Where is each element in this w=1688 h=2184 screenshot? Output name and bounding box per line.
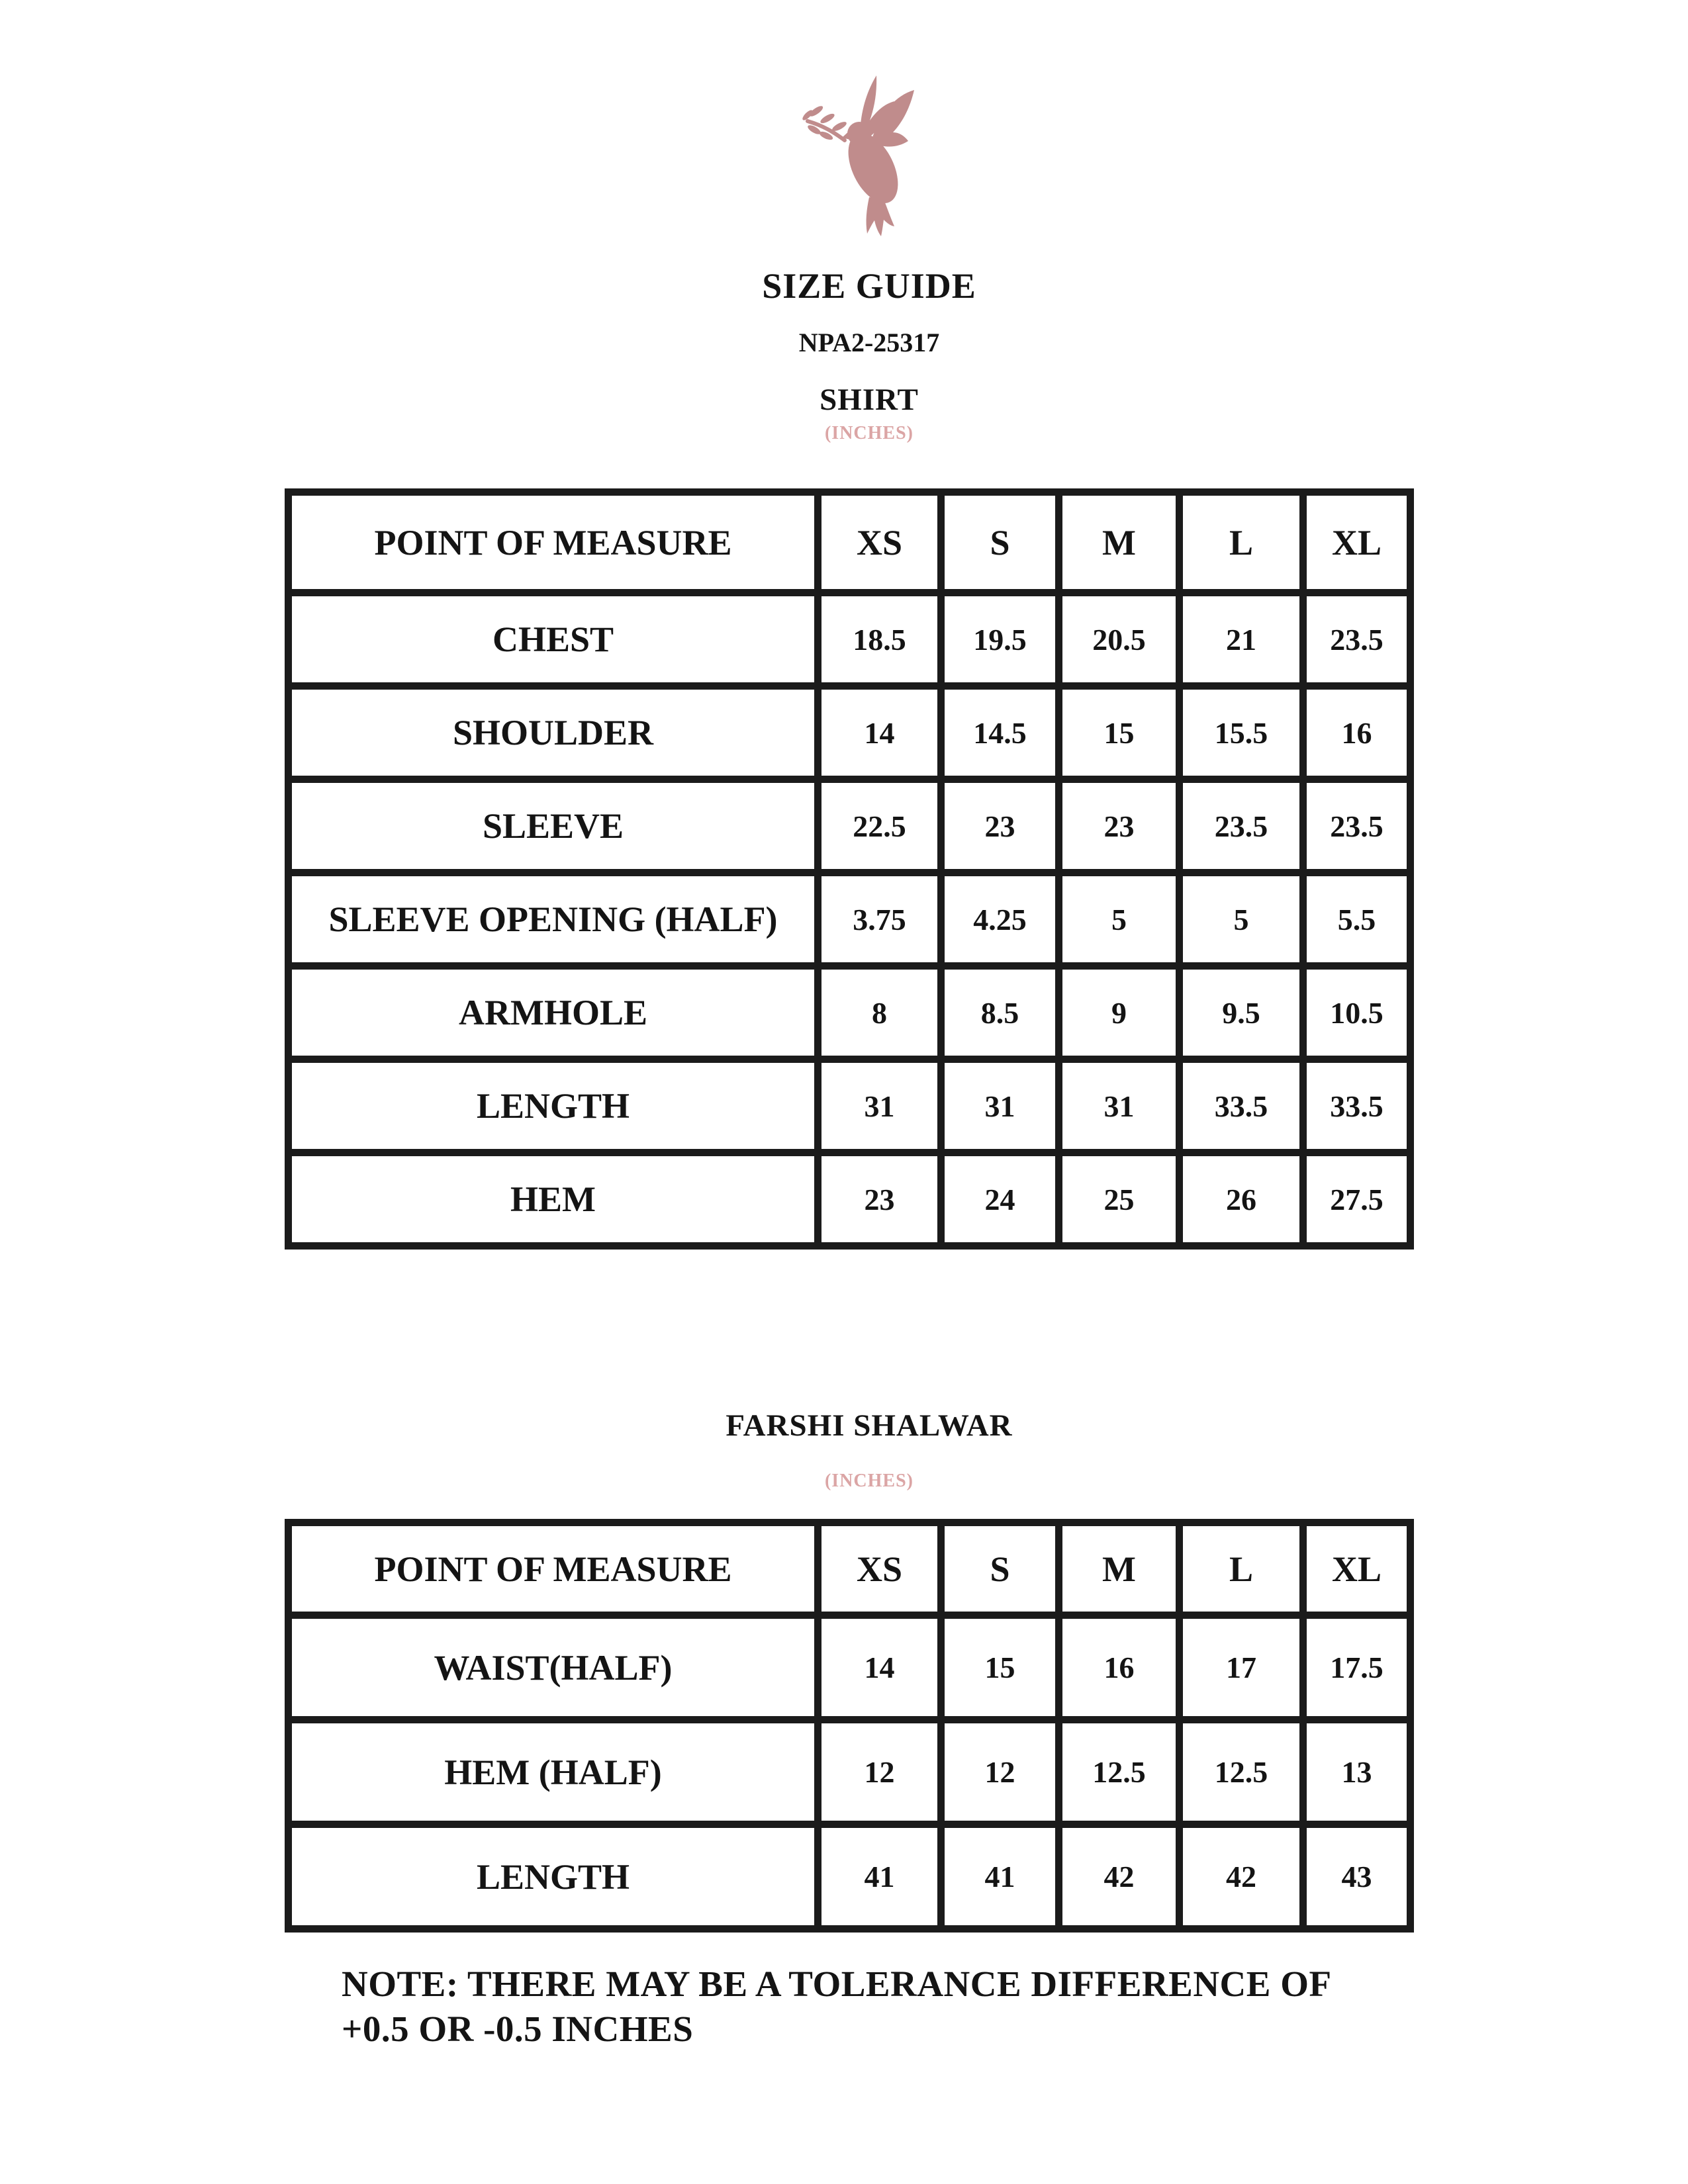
column-header-xl: XL — [1303, 492, 1411, 593]
size-value: 12.5 — [1059, 1720, 1180, 1825]
size-value: 18.5 — [818, 593, 941, 686]
size-value: 14 — [818, 686, 941, 780]
size-value: 23.5 — [1303, 593, 1411, 686]
column-header-xs: XS — [818, 492, 941, 593]
measure-label: WAIST(HALF) — [289, 1615, 818, 1720]
product-code: NPA2-25317 — [798, 328, 940, 357]
size-value: 9 — [1059, 966, 1180, 1060]
measure-label: SLEEVE OPENING (HALF) — [289, 873, 818, 966]
size-value: 31 — [941, 1060, 1059, 1153]
shalwar-unit-label: (INCHES) — [824, 1471, 914, 1491]
size-value: 5 — [1059, 873, 1180, 966]
column-header-s: S — [941, 492, 1059, 593]
size-value: 24 — [941, 1153, 1059, 1246]
size-value: 10.5 — [1303, 966, 1411, 1060]
size-value: 9.5 — [1180, 966, 1303, 1060]
size-value: 16 — [1303, 686, 1411, 780]
shirt-unit-label: (INCHES) — [824, 423, 914, 443]
measure-label: HEM (HALF) — [289, 1720, 818, 1825]
size-value: 5.5 — [1303, 873, 1411, 966]
table-row-hem — [289, 1153, 1411, 1246]
size-value: 31 — [818, 1060, 941, 1153]
shalwar-section-heading: FARSHI SHALWAR — [726, 1408, 1013, 1443]
size-value: 42 — [1180, 1825, 1303, 1929]
size-value: 23 — [1059, 780, 1180, 873]
size-value: 23 — [818, 1153, 941, 1246]
size-value: 8.5 — [941, 966, 1059, 1060]
size-value: 14 — [818, 1615, 941, 1720]
size-value: 22.5 — [818, 780, 941, 873]
measure-label: SHOULDER — [289, 686, 818, 780]
table-row-hem-half — [289, 1720, 1411, 1825]
size-value: 41 — [941, 1825, 1059, 1929]
tolerance-note-line-1: NOTE: THERE MAY BE A TOLERANCE DIFFERENCE OF — [342, 1964, 1332, 2004]
size-value: 17 — [1180, 1615, 1303, 1720]
size-value: 31 — [1059, 1060, 1180, 1153]
size-value: 12 — [941, 1720, 1059, 1825]
size-value: 5 — [1180, 873, 1303, 966]
table-row-shoulder — [289, 686, 1411, 780]
table-row-chest — [289, 593, 1411, 686]
size-value: 43 — [1303, 1825, 1411, 1929]
tolerance-note — [342, 1962, 1401, 2052]
column-header-xs: XS — [818, 1523, 941, 1615]
size-value: 23.5 — [1180, 780, 1303, 873]
size-value: 23 — [941, 780, 1059, 873]
shirt-table-header-row — [289, 492, 1411, 593]
shirt-size-table — [285, 488, 1414, 1250]
size-value: 14.5 — [941, 686, 1059, 780]
size-value: 26 — [1180, 1153, 1303, 1246]
size-value: 16 — [1059, 1615, 1180, 1720]
table-row-sleeve — [289, 780, 1411, 873]
column-header-xl: XL — [1303, 1523, 1411, 1615]
size-value: 12 — [818, 1720, 941, 1825]
size-value: 21 — [1180, 593, 1303, 686]
column-header-l: L — [1180, 492, 1303, 593]
size-value: 8 — [818, 966, 941, 1060]
size-value: 33.5 — [1303, 1060, 1411, 1153]
size-value: 13 — [1303, 1720, 1411, 1825]
size-value: 12.5 — [1180, 1720, 1303, 1825]
table-row-length — [289, 1825, 1411, 1929]
size-value: 15.5 — [1180, 686, 1303, 780]
column-header-m: M — [1059, 492, 1180, 593]
measure-label: LENGTH — [289, 1825, 818, 1929]
measure-label: SLEEVE — [289, 780, 818, 873]
page-title: SIZE GUIDE — [762, 266, 976, 306]
size-value: 25 — [1059, 1153, 1180, 1246]
size-value: 19.5 — [941, 593, 1059, 686]
size-value: 20.5 — [1059, 593, 1180, 686]
measure-label: HEM — [289, 1153, 818, 1246]
table-row-length — [289, 1060, 1411, 1153]
column-header-l: L — [1180, 1523, 1303, 1615]
column-header-m: M — [1059, 1523, 1180, 1615]
column-header-point-of-measure: POINT OF MEASURE — [289, 1523, 818, 1615]
column-header-s: S — [941, 1523, 1059, 1615]
shalwar-table-header-row — [289, 1523, 1411, 1615]
dove-logo-icon — [796, 69, 928, 241]
table-row-armhole — [289, 966, 1411, 1060]
size-value: 17.5 — [1303, 1615, 1411, 1720]
size-value: 41 — [818, 1825, 941, 1929]
size-value: 15 — [941, 1615, 1059, 1720]
table-row-waist — [289, 1615, 1411, 1720]
size-value: 42 — [1059, 1825, 1180, 1929]
measure-label: CHEST — [289, 593, 818, 686]
size-value: 23.5 — [1303, 780, 1411, 873]
shirt-section-heading: SHIRT — [820, 383, 919, 417]
size-value: 15 — [1059, 686, 1180, 780]
measure-label: ARMHOLE — [289, 966, 818, 1060]
size-value: 27.5 — [1303, 1153, 1411, 1246]
column-header-point-of-measure: POINT OF MEASURE — [289, 492, 818, 593]
size-value: 3.75 — [818, 873, 941, 966]
shalwar-size-table — [285, 1519, 1414, 1933]
size-value: 4.25 — [941, 873, 1059, 966]
tolerance-note-line-2: +0.5 OR -0.5 INCHES — [342, 2009, 694, 2049]
size-value: 33.5 — [1180, 1060, 1303, 1153]
measure-label: LENGTH — [289, 1060, 818, 1153]
table-row-sleeve-opening — [289, 873, 1411, 966]
